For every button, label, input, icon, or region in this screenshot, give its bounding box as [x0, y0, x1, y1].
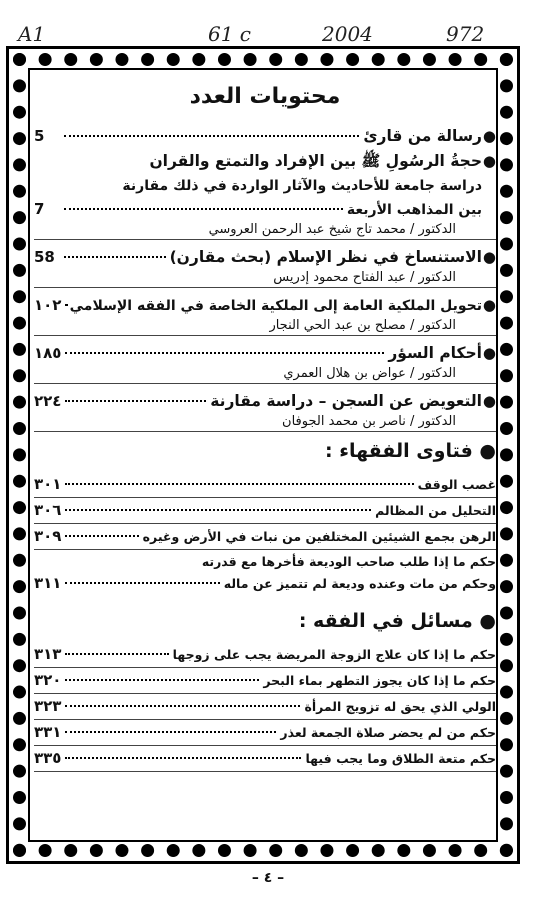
list-item: ● الاستنساخ في نظر الإسلام (بحث مقارن) 58 [34, 248, 496, 266]
bullet-icon: ● [482, 296, 496, 314]
page-title: محتويات العدد [189, 84, 341, 109]
contents-page [34, 78, 496, 772]
list-item: الولي الذي يحق له تزويج المرأة ٣٢٣ [34, 694, 496, 720]
list-item: حكم ما إذا كان علاج الزوجة المريضة يجب على زوجها ٣١٣ [34, 642, 496, 668]
list-item: حكم من لم يحضر صلاة الجمعة لعذر ٣٣١ [34, 720, 496, 746]
author-line: الدكتور / عواض بن هلال العمري [34, 366, 496, 384]
handwritten-note-c: 2004 [322, 22, 373, 46]
author-line: الدكتور / مصلح بن عبد الحي النجار [34, 318, 496, 336]
fatawa-section [34, 440, 496, 596]
handwritten-note-a: A1 [18, 22, 46, 46]
bullet-icon: ● [482, 152, 496, 170]
bullet-icon: ● [482, 248, 496, 266]
masail-section [34, 610, 496, 772]
list-item: ● تحويل الملكية العامة إلى الملكية الخاصة في الفقه الإسلامي ١٠٢ [34, 296, 496, 314]
handwritten-note-d: 972 [446, 22, 485, 46]
section-heading: ● فتاوى الفقهاء : [325, 440, 496, 462]
bullet-icon: ● [482, 392, 496, 410]
article-subtitle: دراسة جامعة للأحاديث والآثار الواردة في ذلك مقارنة [122, 178, 482, 194]
list-item: التحليل من المظالم ٣٠٦ [34, 498, 496, 524]
list-item: ● رسالة من قارئ 5 [34, 127, 496, 145]
list-item: ● حجةُ الرسُولِ ﷺ بين الإفراد والتمتع والقران [149, 152, 496, 170]
list-item: غصب الوقف ٣٠١ [34, 472, 496, 498]
bullet-icon: ● [482, 127, 496, 145]
page-number: – ٤ – [251, 870, 285, 886]
author-line: الدكتور / محمد تاج شيخ عبد الرحمن العروسي [34, 222, 496, 240]
author-line: الدكتور / ناصر بن محمد الجوفان [34, 414, 496, 432]
list-item: وحكم من مات وعنده وديعة لم تتميز عن ماله ٣١١ [34, 574, 496, 592]
articles-list: ● رسالة من قارئ 5 ● حجةُ الرسُولِ ﷺ بين الإفراد والتمتع والقران دراسة جامعة للأحاديث والآثار الواردة في ذلك مقارنة بين المذاهب الأربعة 7 الدكتور / محمد تاج شيخ عبد الرحمن العروسي ● الاستنساخ في نظر الإسلام (بحث مقارن) 58 الدكتور / عبد الفتاح محمود إدريس ● تحويل الملكية العامة إلى الملكية الخاصة في الفقه الإسلامي ١٠٢ الدكتور / مصلح بن عبد الحي النجار ● أحكام السؤر ١٨٥ الدكتور / عواض بن هلال العمري ● التعويض عن السجن – دراسة مقارنة ٢٢٤ الدكتور / ناصر بن محمد الجوفان [34, 127, 496, 432]
handwritten-note-b: 61 c [208, 22, 252, 46]
author-line: الدكتور / عبد الفتاح محمود إدريس [34, 270, 496, 288]
list-item: حكم متعة الطلاق وما يجب فيها ٣٣٥ [34, 746, 496, 772]
list-item: حكم ما إذا طلب صاحب الوديعة فأخرها مع قدرته [201, 554, 496, 569]
bullet-icon: ● [482, 344, 496, 362]
list-item: ● أحكام السؤر ١٨٥ [34, 344, 496, 362]
list-item: الرهن بجمع الشيئين المختلفين من نبات في الأرض وغيره ٣٠٩ [34, 524, 496, 550]
list-item: ● التعويض عن السجن – دراسة مقارنة ٢٢٤ [34, 392, 496, 410]
list-item: حكم ما إذا كان يجوز التطهر بماء البحر ٣٢٠ [34, 668, 496, 694]
section-heading: ● مسائل في الفقه : [298, 610, 496, 632]
